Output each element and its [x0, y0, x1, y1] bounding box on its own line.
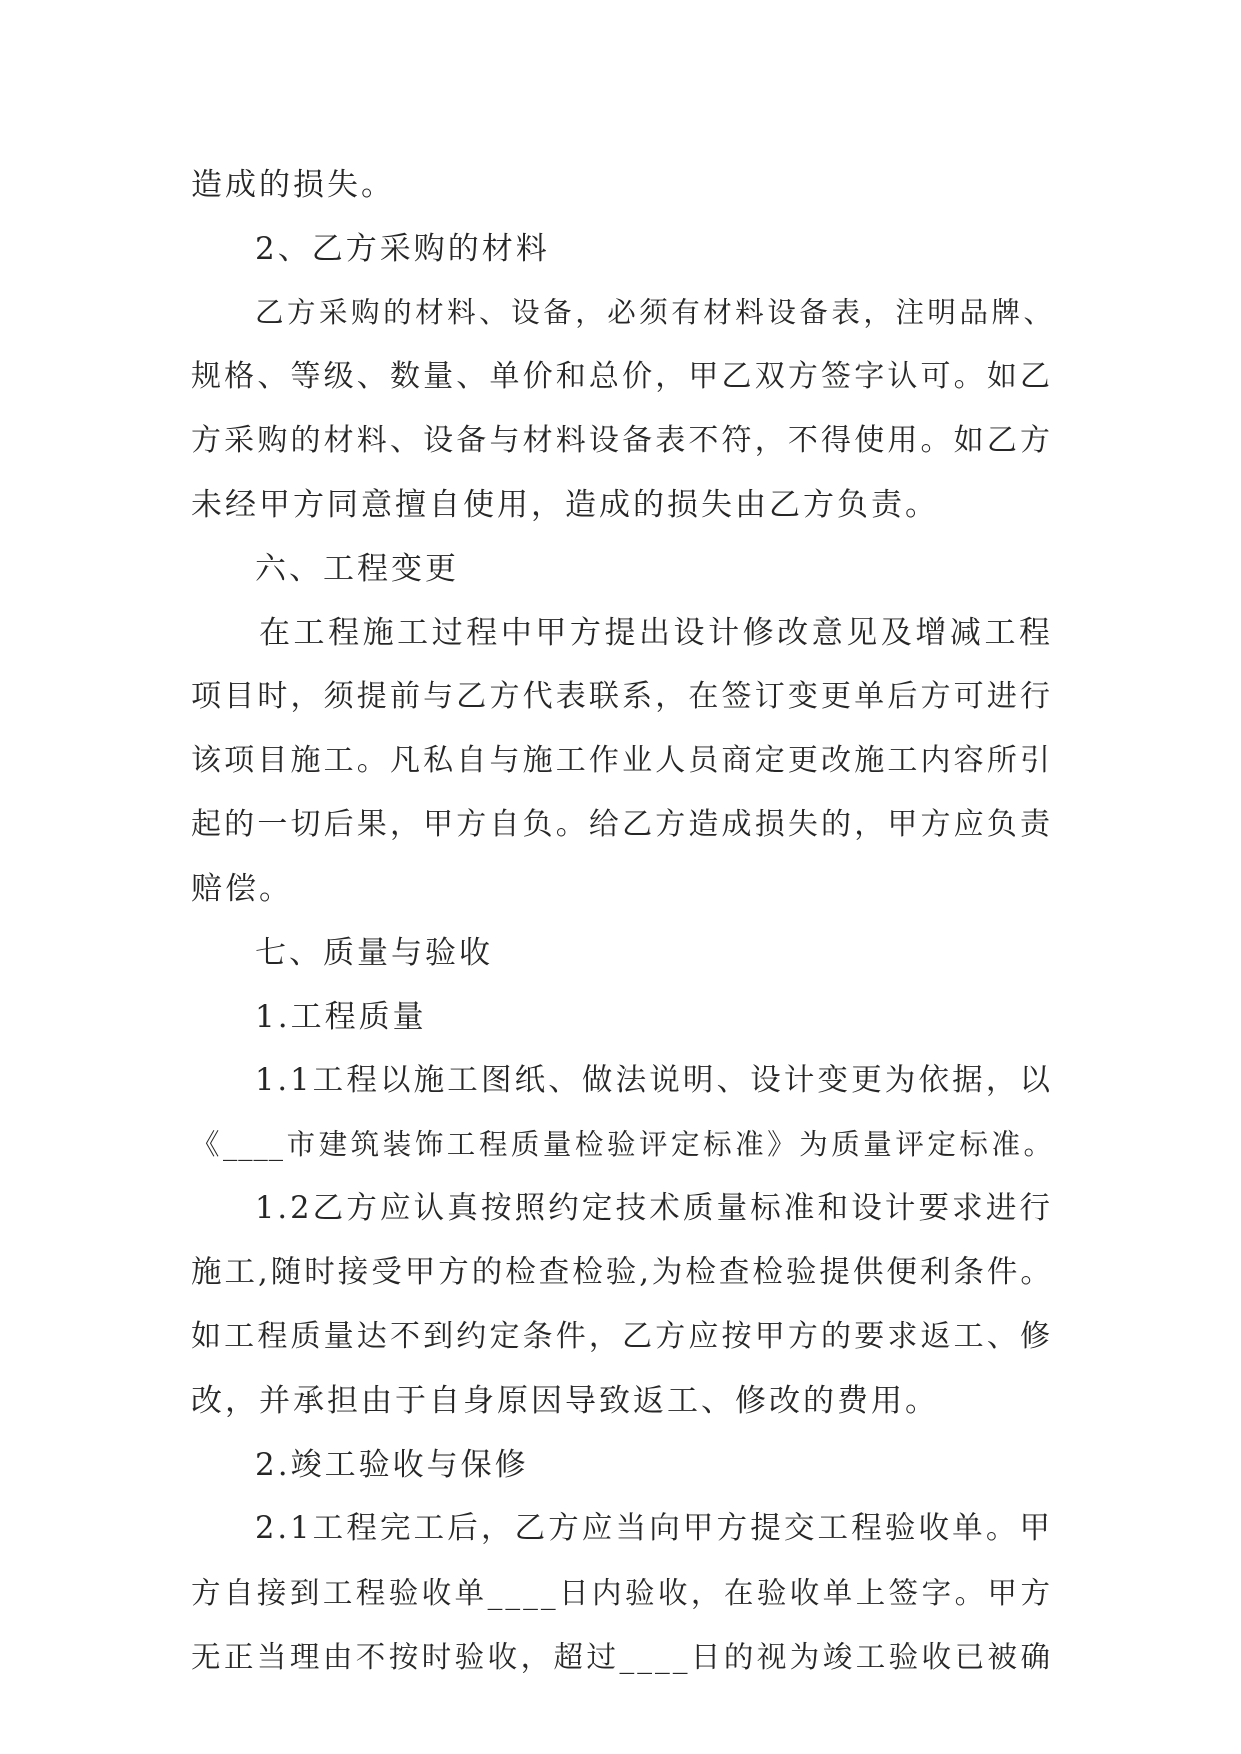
- text-line-damage-end: 造成的损失。: [191, 167, 395, 203]
- text-line: 2.1工程完工后，乙方应当向甲方提交工程验收单。甲: [255, 1511, 1053, 1546]
- text-line: 起的一切后果，甲方自负。给乙方造成损失的，甲方应负责: [191, 807, 1053, 842]
- text-line: 赔偿。: [191, 871, 293, 907]
- document-body: [191, 153, 1053, 1689]
- text-line: 在工程施工过程中甲方提出设计修改意见及增减工程: [259, 615, 1053, 651]
- text-line: 乙方采购的材料、设备，必须有材料设备表，注明品牌、: [255, 296, 1053, 329]
- text-line: 如工程质量达不到约定条件，乙方应按甲方的要求返工、修: [191, 1319, 1053, 1354]
- subheading-materials: 2、乙方采购的材料: [255, 231, 550, 267]
- text-line: 1.2乙方应认真按照约定技术质量标准和设计要求进行: [255, 1191, 1053, 1226]
- text-line: 《____市建筑装饰工程质量检验评定标准》为质量评定标准。: [191, 1128, 1053, 1161]
- text-line: 方自接到工程验收单____日内验收，在验收单上签字。甲方: [191, 1576, 1053, 1610]
- text-line: 方采购的材料、设备与材料设备表不符，不得使用。如乙方: [191, 423, 1053, 458]
- text-line: 规格、等级、数量、单价和总价，甲乙双方签字认可。如乙: [191, 359, 1053, 394]
- text-line: 改，并承担由于自身原因导致返工、修改的费用。: [191, 1383, 939, 1419]
- subheading-quality: 1.工程质量: [255, 999, 427, 1035]
- text-line: 1.1工程以施工图纸、做法说明、设计变更为依据，以: [255, 1063, 1053, 1098]
- section-heading-changes: 六、工程变更: [255, 551, 459, 587]
- text-line: 项目时，须提前与乙方代表联系，在签订变更单后方可进行: [191, 679, 1053, 714]
- text-line: 该项目施工。凡私自与施工作业人员商定更改施工内容所引: [191, 743, 1053, 778]
- text-line: 无正当理由不按时验收，超过____日的视为竣工验收已被确: [191, 1640, 1053, 1674]
- text-line: 施工,随时接受甲方的检查检验,为检查检验提供便利条件。: [191, 1255, 1054, 1290]
- section-heading-quality: 七、质量与验收: [255, 935, 493, 971]
- text-line: 未经甲方同意擅自使用，造成的损失由乙方负责。: [191, 487, 939, 523]
- subheading-acceptance: 2.竣工验收与保修: [255, 1447, 529, 1483]
